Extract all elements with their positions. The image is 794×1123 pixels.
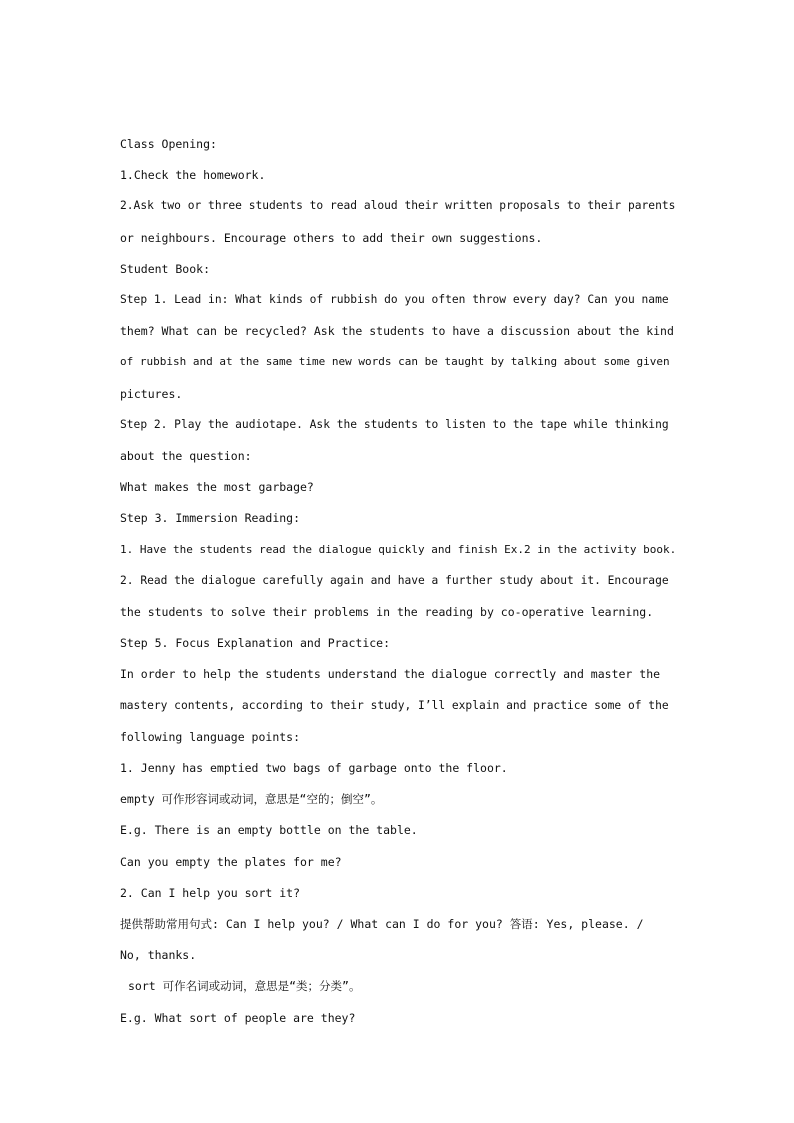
text-line: E.g. What sort of people are they? <box>120 1011 356 1025</box>
text-line: the students to solve their problems in the reading by co-operative learning. <box>120 605 654 619</box>
text-line: In order to help the students understand the dialogue correctly and master the <box>120 667 661 681</box>
text-line: What makes the most garbage? <box>120 480 314 494</box>
text-line: 2. Read the dialogue carefully again and have a further study about it. Encourage <box>120 574 669 587</box>
text-line: 1.Check the homework. <box>120 168 266 182</box>
text-line: following language points: <box>120 730 301 744</box>
text-line: 1. Have the students read the dialogue quickly and finish Ex.2 in the activity book. <box>120 543 677 556</box>
text-line: empty 可作形容词或动词，意思是“空的；倒空”。 <box>120 792 383 806</box>
text-line: No, thanks. <box>120 948 197 962</box>
text-line: pictures. <box>120 387 183 401</box>
heading-student-book: Student Book: <box>120 262 211 276</box>
text-line: E.g. There is an empty bottle on the table. <box>120 823 418 837</box>
text-line: mastery contents, according to their study, I’ll explain and practice some of the <box>120 699 669 712</box>
text-line: about the question: <box>120 449 252 463</box>
text-line: or neighbours. Encourage others to add their own suggestions. <box>120 231 543 245</box>
text-line: them? What can be recycled? Ask the students to have a discussion about the kind <box>120 324 674 338</box>
text-line: 提供帮助常用句式: Can I help you? / What can I do for you? 答语: Yes, please. / <box>120 917 644 931</box>
text-line: 2. Can I help you sort it? <box>120 886 301 900</box>
text-line: sort 可作名词或动词，意思是“类；分类”。 <box>128 979 361 993</box>
text-line: of rubbish and at the same time new words can be taught by talking about some given <box>120 355 670 368</box>
heading-step-5: Step 5. Focus Explanation and Practice: <box>120 636 391 650</box>
text-line: Step 2. Play the audiotape. Ask the students to listen to the tape while thinking <box>120 418 669 431</box>
text-line: Can you empty the plates for me? <box>120 855 342 869</box>
text-line: 1. Jenny has emptied two bags of garbage onto the floor. <box>120 761 508 775</box>
text-line: 2.Ask two or three students to read aloud their written proposals to their parents <box>120 199 676 212</box>
heading-class-opening: Class Opening: <box>120 137 217 151</box>
text-line: Step 1. Lead in: What kinds of rubbish do you often throw every day? Can you name <box>120 293 669 306</box>
heading-step-3: Step 3. Immersion Reading: <box>120 511 301 525</box>
